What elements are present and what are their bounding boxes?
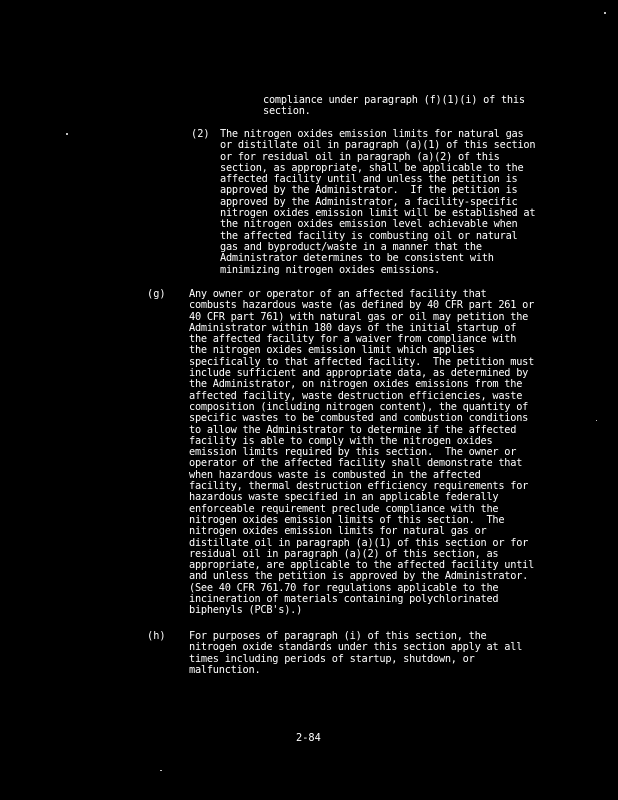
scan-speck bbox=[66, 133, 68, 135]
paragraph-g-label: (g) bbox=[147, 288, 166, 300]
scan-speck bbox=[596, 420, 597, 421]
page-number: 2-84 bbox=[296, 732, 321, 744]
continuation-paragraph: compliance under paragraph (f)(1)(i) of this section. bbox=[263, 94, 525, 118]
paragraph-h-text: For purposes of paragraph (i) of this section, the nitrogen oxide standards under this section apply at all times including periods of startup, shutdown, or malfunction. bbox=[189, 630, 523, 676]
paragraph-g-text: Any owner or operator of an affected facility that combusts hazardous waste (as defined by 40 CFR part 261 or 40 CFR part 761) with natural gas or oil may petition the Administrator within 180 days of the initial startup of the affected facility for a waiver from compliance with the nitrogen oxides emission limit which applies specifically to that affected facility. The petition must include sufficient and appropriate data, as determined by the Administrator, on nitrogen oxides emissions from the affected facility, waste destruction efficiencies, waste composition (including nitrogen content), the quantity of specific wastes to be combusted and combustion conditions to allow the Administrator to determine if the affected facility is able to comply with the nitrogen oxides emission limits required by this section. The owner or operator of the affected facility shall demonstrate that when hazardous waste is combusted in the affected facility, thermal destruction efficiency requirements for hazardous waste specified in an applicable federally enforceable requirement preclude compliance with the nitrogen oxides emission limits of this section. The nitrogen oxides emission limits for natural gas or distillate oil in paragraph (a)(1) of this section or for residual oil in paragraph (a)(2) of this section, as appropriate, are applicable to the affected facility until and unless the petition is approved by the Administrator. (See 40 CFR 761.70 for regulations applicable to the incineration of materials containing polychlorinated biphenyls (PCB's).) bbox=[189, 288, 535, 617]
scan-speck bbox=[160, 770, 162, 771]
paragraph-h-label: (h) bbox=[147, 630, 166, 642]
paragraph-2-label: (2) bbox=[191, 128, 210, 140]
scan-speck bbox=[604, 12, 606, 14]
paragraph-2-text: The nitrogen oxides emission limits for natural gas or distillate oil in paragraph (a)(1) of this section or for residual oil in paragraph (a)(2) of this section, as appropriate, shall be applicable to the affected facility until and unless the petition is approved by the Administrator. If the petition is approved by the Administrator, a facility-specific nitrogen oxides emission limit will be established at the nitrogen oxides emission level achievable when the affected facility is combusting oil or natural gas and byproduct/waste in a manner that the Administrator determines to be consistent with minimizing nitrogen oxides emissions. bbox=[220, 128, 536, 276]
